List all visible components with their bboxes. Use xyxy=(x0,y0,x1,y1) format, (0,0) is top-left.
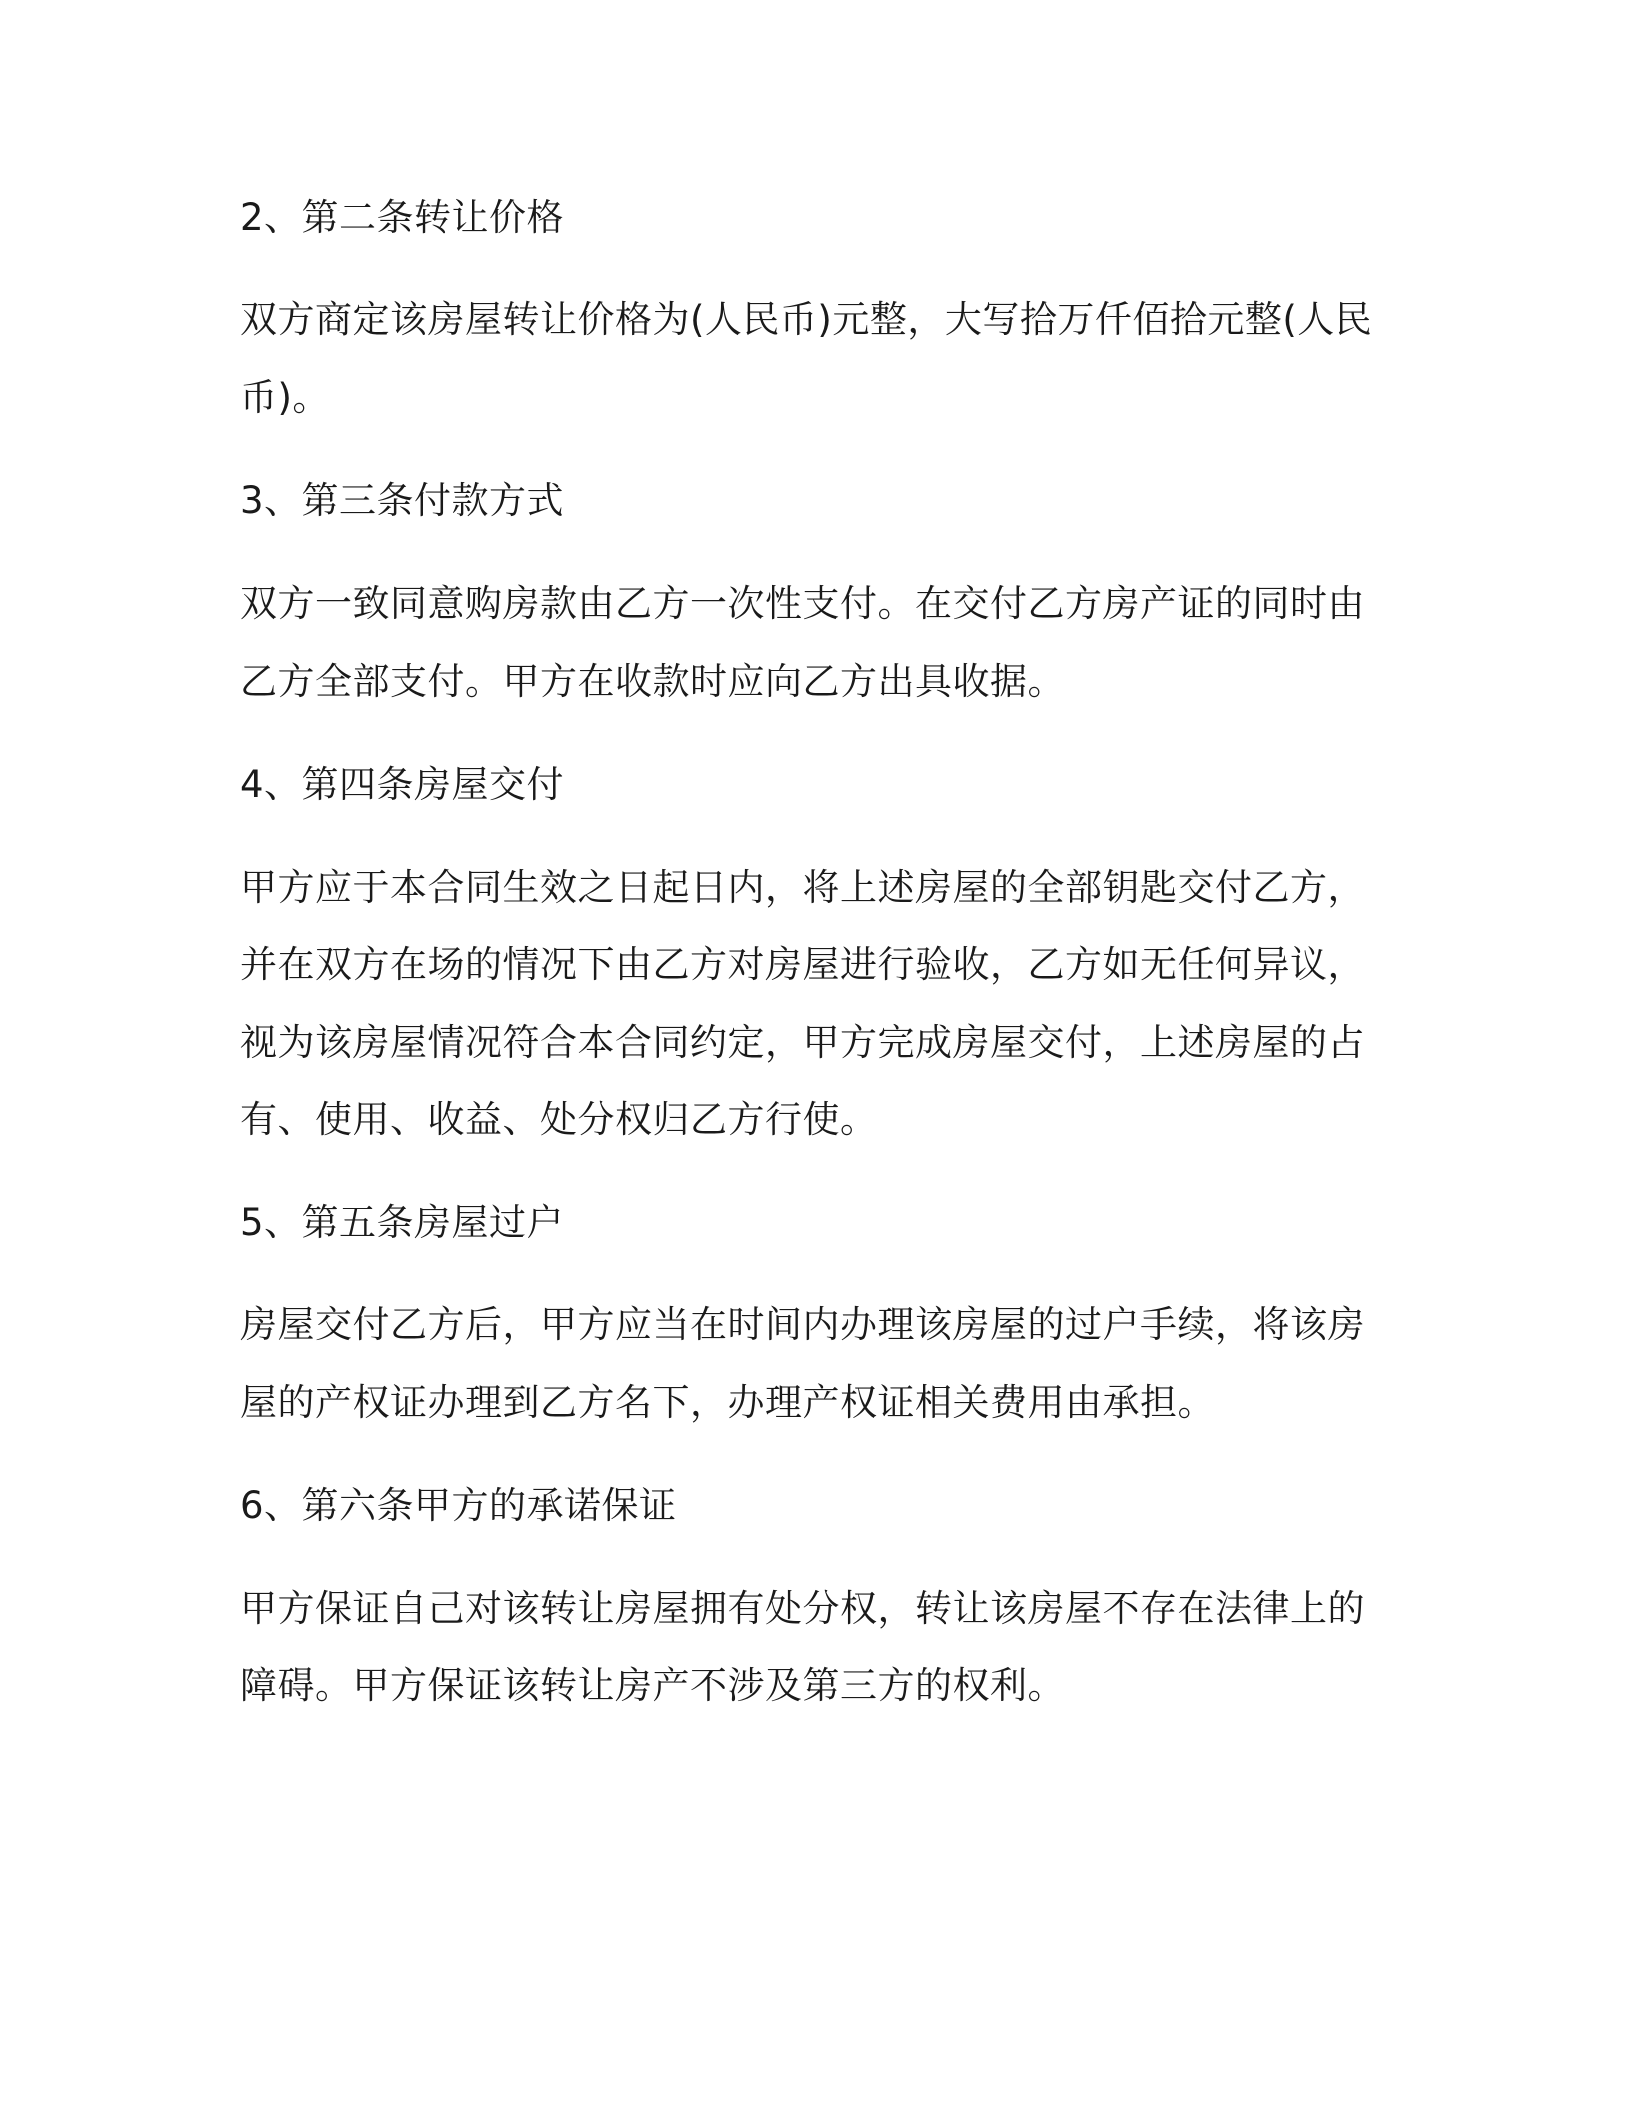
section-5-line-2: 屋的产权证办理到乙方名下，办理产权证相关费用由承担。 xyxy=(240,1381,1215,1424)
section-2-heading: 2、第二条转让价格 xyxy=(240,196,565,239)
section-6-line-1: 甲方保证自己对该转让房屋拥有处分权，转让该房屋不存在法律上的 xyxy=(240,1587,1365,1630)
section-5-heading: 5、第五条房屋过户 xyxy=(240,1201,565,1244)
section-4-line-1: 甲方应于本合同生效之日起日内，将上述房屋的全部钥匙交付乙方， xyxy=(240,866,1365,909)
section-3-line-1: 双方一致同意购房款由乙方一次性支付。在交付乙方房产证的同时由 xyxy=(240,582,1365,625)
section-4-line-3: 视为该房屋情况符合本合同约定，甲方完成房屋交付，上述房屋的占 xyxy=(240,1021,1365,1064)
section-5-line-1: 房屋交付乙方后，甲方应当在时间内办理该房屋的过户手续，将该房 xyxy=(240,1303,1365,1346)
section-2-line-1: 双方商定该房屋转让价格为(人民币)元整，大写拾万仟佰拾元整(人民 xyxy=(240,298,1373,341)
section-6-heading: 6、第六条甲方的承诺保证 xyxy=(240,1484,677,1527)
section-4-line-4: 有、使用、收益、处分权归乙方行使。 xyxy=(240,1098,878,1141)
section-3-heading: 3、第三条付款方式 xyxy=(240,479,565,522)
section-4-heading: 4、第四条房屋交付 xyxy=(240,763,565,806)
section-2-line-2: 币)。 xyxy=(240,376,330,419)
section-6-line-2: 障碍。甲方保证该转让房产不涉及第三方的权利。 xyxy=(240,1664,1065,1707)
section-3-line-2: 乙方全部支付。甲方在收款时应向乙方出具收据。 xyxy=(240,660,1065,703)
section-4-line-2: 并在双方在场的情况下由乙方对房屋进行验收，乙方如无任何异议， xyxy=(240,943,1365,986)
